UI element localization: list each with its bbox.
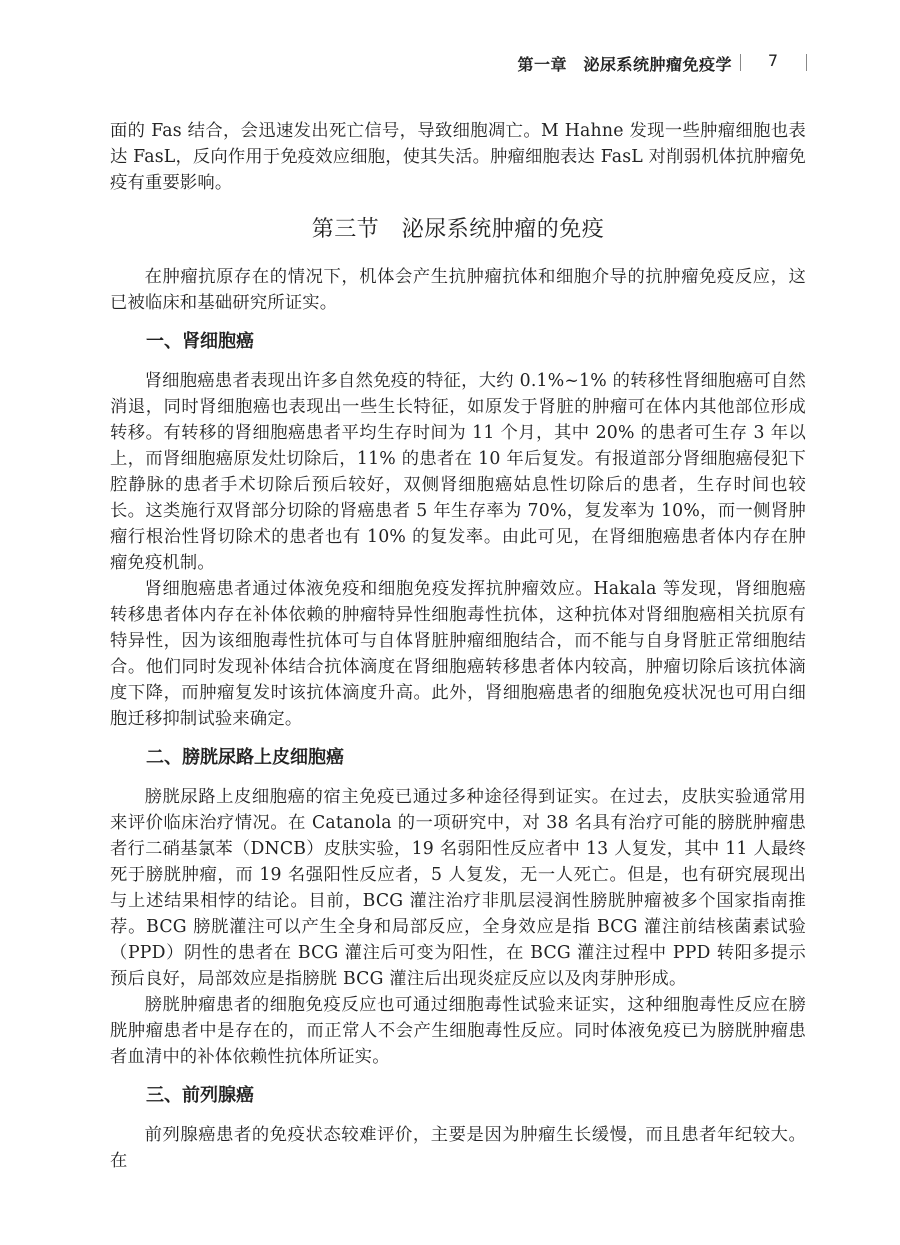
running-header [0,48,900,78]
subsection-title-bladder: 二、膀胱尿路上皮细胞癌 [146,747,344,768]
paragraph: 肾细胞癌患者通过体液免疫和细胞免疫发挥抗肿瘤效应。Hakala 等发现，肾细胞癌转移患者体内存在补体依赖的肿瘤特异性细胞毒性抗体，这种抗体对肾细胞癌相关抗原有特异性，因为该细胞毒性抗体可与自体肾脏肿瘤细胞结合，而不能与自身肾脏正常细胞结合。他们同时发现补体结合抗体滴度在肾细胞癌转移患者体内较高，肿瘤切除后该抗体滴度下降，而肿瘤复发时该抗体滴度升高。此外，肾细胞癌患者的细胞免疫状况也可用白细胞迁移抑制试验来确定。 [110,579,806,729]
header-divider [740,54,741,71]
page-number: 7 [767,51,779,70]
paragraph: 肾细胞癌患者表现出许多自然免疫的特征，大约 0.1%~1% 的转移性肾细胞癌可自然消退，同时肾细胞癌也表现出一些生长特征，如原发于肾脏的肿瘤可在体内其他部位形成转移。有转移的肾细胞癌患者平均生存时间为 11 个月，其中 20% 的患者可生存 3 年以上，而肾细胞癌原发灶切除后，11% 的患者在 10 年后复发。有报道部分肾细胞癌侵犯下腔静脉的患者手术切除后预后较好，双侧肾细胞癌姑息性切除后的患者，生存时间也较长。这类施行双肾部分切除的肾癌患者 5 年生存率为 70%，复发率为 10%，而一侧肾肿瘤行根治性肾切除术的患者也有 10% 的复发率。由此可见，在肾细胞癌患者体内存在肿瘤免疫机制。 [110,371,806,573]
paragraph: 膀胱尿路上皮细胞癌的宿主免疫已通过多种途径得到证实。在过去，皮肤实验通常用来评价临床治疗情况。在 Catanola 的一项研究中，对 38 名具有治疗可能的膀胱肿瘤患者行二硝基氯苯（DNCB）皮肤实验，19 名弱阳性反应者中 13 人复发，其中 11 人最终死于膀胱肿瘤，而 19 名强阳性反应者，5 人复发，无一人死亡。但是，也有研究展现出与上述结果相悖的结论。目前，BCG 灌注治疗非肌层浸润性膀胱肿瘤被多个国家指南推荐。BCG 膀胱灌注可以产生全身和局部反应，全身效应是指 BCG 灌注前结核菌素试验（PPD）阴性的患者在 BCG 灌注后可变为阳性，在 BCG 灌注过程中 PPD 转阳多提示预后良好，局部效应是指膀胱 BCG 灌注后出现炎症反应以及肉芽肿形成。 [110,787,806,989]
subsection-title-renal: 一、肾细胞癌 [146,331,254,352]
chapter-title: 第一章 泌尿系统肿瘤免疫学 [517,55,732,74]
continuation-paragraph: 面的 Fas 结合，会迅速发出死亡信号，导致细胞凋亡。M Hahne 发现一些肿瘤细胞也表达 FasL，反向作用于免疫效应细胞，使其失活。肿瘤细胞表达 FasL 对削弱机体抗肿瘤免疫有重要影响。 [110,121,806,193]
paragraph: 前列腺癌患者的免疫状态较难评价，主要是因为肿瘤生长缓慢，而且患者年纪较大。在 [110,1125,806,1171]
subsection-title-prostate: 三、前列腺癌 [146,1085,254,1106]
section-title: 第三节 泌尿系统肿瘤的免疫 [311,217,605,242]
header-divider [806,54,807,71]
page-body [110,118,806,1174]
paragraph: 膀胱肿瘤患者的细胞免疫反应也可通过细胞毒性试验来证实，这种细胞毒性反应在膀胱肿瘤患者中是存在的，而正常人不会产生细胞毒性反应。同时体液免疫已为膀胱肿瘤患者血清中的补体依赖性抗体所证实。 [110,995,806,1067]
section-intro-paragraph: 在肿瘤抗原存在的情况下，机体会产生抗肿瘤抗体和细胞介导的抗肿瘤免疫反应，这已被临床和基础研究所证实。 [110,267,806,313]
